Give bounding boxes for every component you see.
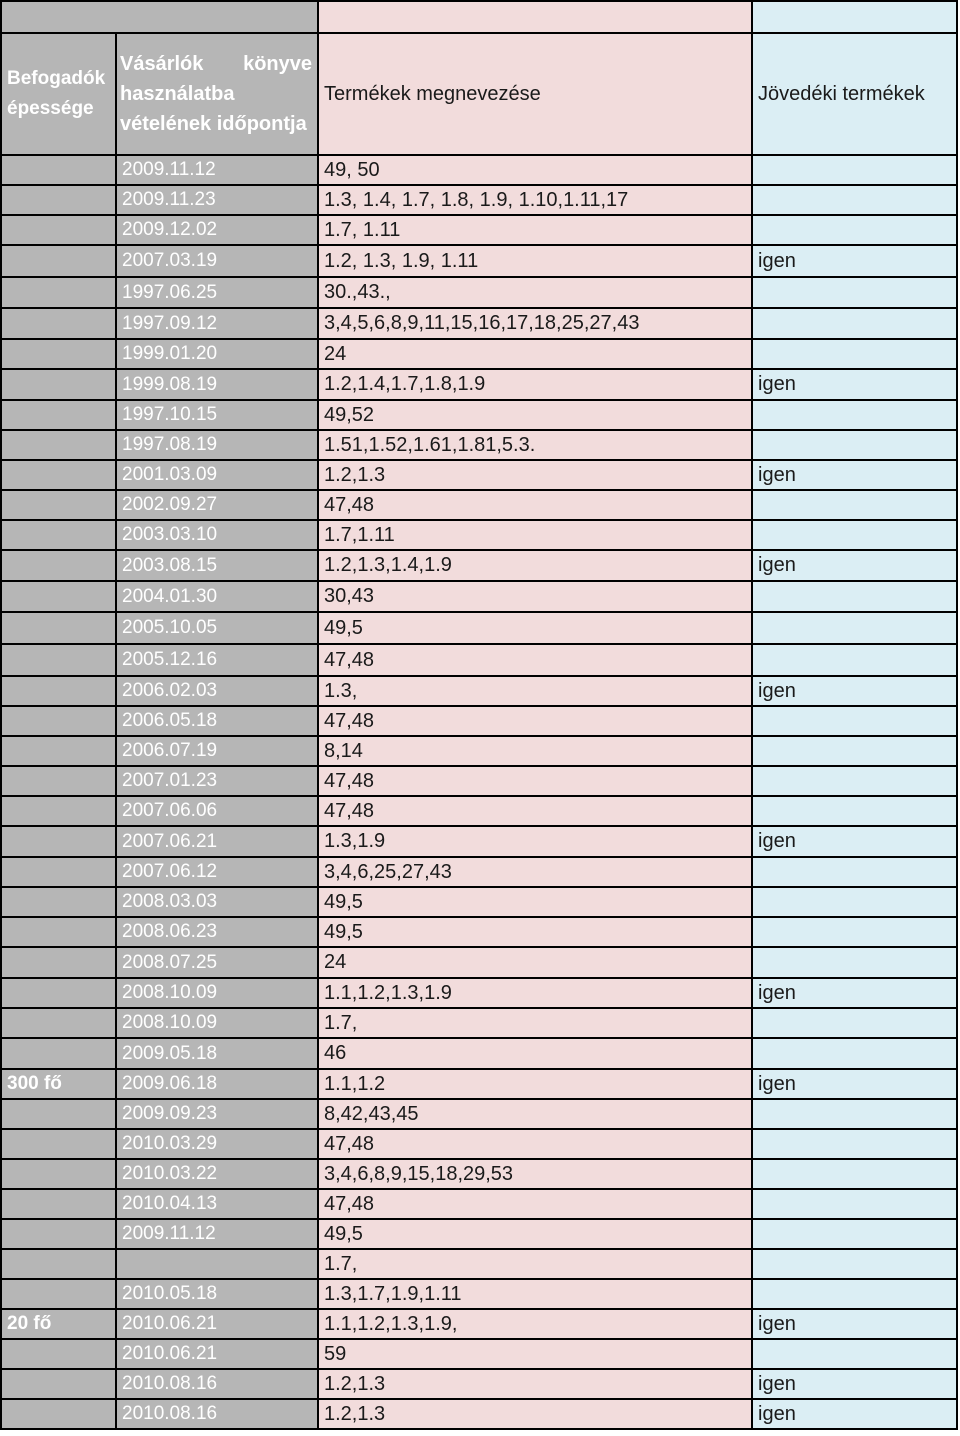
capacity-cell: 300 fő bbox=[1, 1069, 116, 1099]
products-cell: 8,42,43,45 bbox=[318, 1099, 752, 1129]
table-body bbox=[1, 1, 957, 1429]
table-row bbox=[1, 1069, 957, 1099]
date-cell: 2010.05.18 bbox=[116, 1279, 318, 1309]
products-cell: 1.51,1.52,1.61,1.81,5.3. bbox=[318, 430, 752, 460]
table-row bbox=[1, 644, 957, 676]
date-cell: 2007.03.19 bbox=[116, 245, 318, 277]
date-cell bbox=[116, 1249, 318, 1279]
table-row bbox=[1, 1159, 957, 1189]
date-cell: 1999.01.20 bbox=[116, 339, 318, 369]
products-cell: 47,48 bbox=[318, 490, 752, 520]
table-row bbox=[1, 400, 957, 430]
table-row bbox=[1, 766, 957, 796]
products-cell: 1.3,1.7,1.9,1.11 bbox=[318, 1279, 752, 1309]
capacity-cell bbox=[1, 550, 116, 581]
excise-cell bbox=[752, 736, 957, 766]
top-blank-row bbox=[1, 1, 957, 33]
table-row bbox=[1, 430, 957, 460]
products-cell: 49, 50 bbox=[318, 155, 752, 185]
excise-cell bbox=[752, 1099, 957, 1129]
products-cell: 47,48 bbox=[318, 766, 752, 796]
table-row bbox=[1, 1399, 957, 1429]
products-cell: 1.2,1.4,1.7,1.8,1.9 bbox=[318, 369, 752, 400]
date-cell: 1999.08.19 bbox=[116, 369, 318, 400]
capacity-cell bbox=[1, 676, 116, 706]
products-cell: 3,4,6,8,9,15,18,29,53 bbox=[318, 1159, 752, 1189]
table-row bbox=[1, 215, 957, 245]
capacity-cell bbox=[1, 1159, 116, 1189]
excise-cell: igen bbox=[752, 460, 957, 490]
date-cell: 2009.11.23 bbox=[116, 185, 318, 215]
date-cell: 2005.10.05 bbox=[116, 612, 318, 644]
capacity-cell bbox=[1, 1008, 116, 1038]
date-cell: 2006.02.03 bbox=[116, 676, 318, 706]
date-cell: 2010.08.16 bbox=[116, 1369, 318, 1399]
date-cell: 1997.09.12 bbox=[116, 308, 318, 339]
excise-cell bbox=[752, 644, 957, 676]
capacity-cell bbox=[1, 706, 116, 736]
excise-cell: igen bbox=[752, 245, 957, 277]
excise-cell bbox=[752, 857, 957, 887]
capacity-cell bbox=[1, 369, 116, 400]
capacity-cell bbox=[1, 245, 116, 277]
products-cell: 1.2,1.3 bbox=[318, 460, 752, 490]
table-row bbox=[1, 460, 957, 490]
table-row bbox=[1, 1099, 957, 1129]
excise-cell bbox=[752, 339, 957, 369]
products-cell: 1.1,1.2,1.3,1.9 bbox=[318, 978, 752, 1008]
capacity-cell bbox=[1, 947, 116, 978]
table-row bbox=[1, 1279, 957, 1309]
products-cell: 49,5 bbox=[318, 1219, 752, 1249]
blank-cell-excise bbox=[752, 1, 957, 33]
date-cell: 1997.06.25 bbox=[116, 277, 318, 308]
capacity-cell bbox=[1, 339, 116, 369]
capacity-cell bbox=[1, 917, 116, 947]
capacity-cell: 20 fő bbox=[1, 1309, 116, 1339]
date-cell: 2009.09.23 bbox=[116, 1099, 318, 1129]
table-row bbox=[1, 887, 957, 917]
products-cell: 1.7, 1.11 bbox=[318, 215, 752, 245]
date-cell: 1997.10.15 bbox=[116, 400, 318, 430]
capacity-cell bbox=[1, 400, 116, 430]
table-row bbox=[1, 978, 957, 1008]
products-cell: 47,48 bbox=[318, 1189, 752, 1219]
header-capacity: Befogadók épessége bbox=[1, 33, 116, 155]
date-cell: 2007.06.21 bbox=[116, 826, 318, 857]
table-row bbox=[1, 520, 957, 550]
excise-cell bbox=[752, 947, 957, 978]
products-cell: 1.1,1.2 bbox=[318, 1069, 752, 1099]
table-row bbox=[1, 1369, 957, 1399]
excise-cell bbox=[752, 706, 957, 736]
table-row bbox=[1, 857, 957, 887]
excise-cell bbox=[752, 1129, 957, 1159]
table-row bbox=[1, 185, 957, 215]
table-row bbox=[1, 1219, 957, 1249]
date-cell: 2009.05.18 bbox=[116, 1038, 318, 1069]
capacity-cell bbox=[1, 430, 116, 460]
table-row bbox=[1, 369, 957, 400]
capacity-cell bbox=[1, 1339, 116, 1369]
capacity-cell bbox=[1, 857, 116, 887]
capacity-cell bbox=[1, 826, 116, 857]
excise-cell bbox=[752, 1189, 957, 1219]
table-row bbox=[1, 1008, 957, 1038]
capacity-cell bbox=[1, 1189, 116, 1219]
table-row bbox=[1, 1038, 957, 1069]
capacity-cell bbox=[1, 308, 116, 339]
products-cell: 30,43 bbox=[318, 581, 752, 612]
table-row bbox=[1, 308, 957, 339]
capacity-cell bbox=[1, 766, 116, 796]
excise-cell bbox=[752, 1279, 957, 1309]
excise-cell: igen bbox=[752, 978, 957, 1008]
products-cell: 49,5 bbox=[318, 917, 752, 947]
header-book-date: Vásárlók könyve használatba vételének időpontja bbox=[116, 33, 318, 155]
products-cell: 47,48 bbox=[318, 706, 752, 736]
date-cell: 2005.12.16 bbox=[116, 644, 318, 676]
excise-cell bbox=[752, 185, 957, 215]
excise-cell bbox=[752, 490, 957, 520]
capacity-cell bbox=[1, 1038, 116, 1069]
products-cell: 47,48 bbox=[318, 644, 752, 676]
capacity-cell bbox=[1, 1399, 116, 1429]
excise-cell bbox=[752, 1339, 957, 1369]
excise-cell bbox=[752, 1219, 957, 1249]
products-cell: 1.2, 1.3, 1.9, 1.11 bbox=[318, 245, 752, 277]
blank-cell-left bbox=[1, 1, 318, 33]
capacity-cell bbox=[1, 185, 116, 215]
excise-cell bbox=[752, 308, 957, 339]
table-row bbox=[1, 245, 957, 277]
date-cell: 2002.09.27 bbox=[116, 490, 318, 520]
date-cell: 2010.06.21 bbox=[116, 1309, 318, 1339]
capacity-cell bbox=[1, 736, 116, 766]
date-cell: 2010.06.21 bbox=[116, 1339, 318, 1369]
date-cell: 2008.10.09 bbox=[116, 978, 318, 1008]
excise-cell bbox=[752, 917, 957, 947]
date-cell: 2001.03.09 bbox=[116, 460, 318, 490]
table-row bbox=[1, 155, 957, 185]
header-excise: Jövedéki termékek bbox=[752, 33, 957, 155]
products-cell: 1.7, bbox=[318, 1008, 752, 1038]
excise-cell bbox=[752, 581, 957, 612]
products-cell: 1.1,1.2,1.3,1.9, bbox=[318, 1309, 752, 1339]
date-cell: 2003.08.15 bbox=[116, 550, 318, 581]
products-cell: 30.,43., bbox=[318, 277, 752, 308]
excise-cell: igen bbox=[752, 369, 957, 400]
excise-cell bbox=[752, 215, 957, 245]
blank-cell-products bbox=[318, 1, 752, 33]
date-cell: 2010.03.29 bbox=[116, 1129, 318, 1159]
table-row bbox=[1, 736, 957, 766]
table-row bbox=[1, 826, 957, 857]
products-cell: 1.3, 1.4, 1.7, 1.8, 1.9, 1.10,1.11,17 bbox=[318, 185, 752, 215]
products-cell: 1.7,1.11 bbox=[318, 520, 752, 550]
date-cell: 2010.03.22 bbox=[116, 1159, 318, 1189]
excise-cell bbox=[752, 1159, 957, 1189]
capacity-cell bbox=[1, 1129, 116, 1159]
excise-cell bbox=[752, 520, 957, 550]
products-cell: 47,48 bbox=[318, 796, 752, 826]
table-row bbox=[1, 1309, 957, 1339]
excise-cell: igen bbox=[752, 826, 957, 857]
excise-cell bbox=[752, 1038, 957, 1069]
date-cell: 2006.05.18 bbox=[116, 706, 318, 736]
excise-cell bbox=[752, 612, 957, 644]
table-row bbox=[1, 1339, 957, 1369]
excise-cell: igen bbox=[752, 1369, 957, 1399]
table-row bbox=[1, 917, 957, 947]
excise-cell bbox=[752, 430, 957, 460]
products-cell: 47,48 bbox=[318, 1129, 752, 1159]
excise-cell bbox=[752, 887, 957, 917]
date-cell: 2009.11.12 bbox=[116, 155, 318, 185]
capacity-cell bbox=[1, 520, 116, 550]
products-cell: 49,5 bbox=[318, 612, 752, 644]
excise-cell bbox=[752, 1249, 957, 1279]
date-cell: 2008.07.25 bbox=[116, 947, 318, 978]
capacity-cell bbox=[1, 1279, 116, 1309]
table-row bbox=[1, 612, 957, 644]
products-cell: 49,5 bbox=[318, 887, 752, 917]
excise-cell bbox=[752, 766, 957, 796]
table-row bbox=[1, 490, 957, 520]
table-row bbox=[1, 277, 957, 308]
capacity-cell bbox=[1, 277, 116, 308]
date-cell: 1997.08.19 bbox=[116, 430, 318, 460]
capacity-cell bbox=[1, 1219, 116, 1249]
products-cell: 3,4,5,6,8,9,11,15,16,17,18,25,27,43 bbox=[318, 308, 752, 339]
excise-cell bbox=[752, 277, 957, 308]
table-row bbox=[1, 581, 957, 612]
excise-cell: igen bbox=[752, 550, 957, 581]
date-cell: 2008.06.23 bbox=[116, 917, 318, 947]
products-cell: 1.3,1.9 bbox=[318, 826, 752, 857]
date-cell: 2006.07.19 bbox=[116, 736, 318, 766]
excise-cell: igen bbox=[752, 676, 957, 706]
header-row bbox=[1, 33, 957, 155]
capacity-cell bbox=[1, 644, 116, 676]
products-cell: 46 bbox=[318, 1038, 752, 1069]
table-row bbox=[1, 706, 957, 736]
excise-cell bbox=[752, 1008, 957, 1038]
table-row bbox=[1, 796, 957, 826]
products-cell: 3,4,6,25,27,43 bbox=[318, 857, 752, 887]
products-cell: 1.3, bbox=[318, 676, 752, 706]
excise-cell bbox=[752, 155, 957, 185]
table-row bbox=[1, 947, 957, 978]
table-row bbox=[1, 1249, 957, 1279]
capacity-cell bbox=[1, 460, 116, 490]
products-cell: 1.2,1.3 bbox=[318, 1369, 752, 1399]
capacity-cell bbox=[1, 215, 116, 245]
date-cell: 2008.03.03 bbox=[116, 887, 318, 917]
table-row bbox=[1, 1189, 957, 1219]
products-cell: 49,52 bbox=[318, 400, 752, 430]
excise-cell bbox=[752, 400, 957, 430]
capacity-cell bbox=[1, 887, 116, 917]
capacity-cell bbox=[1, 581, 116, 612]
products-cell: 1.2,1.3,1.4,1.9 bbox=[318, 550, 752, 581]
capacity-cell bbox=[1, 1249, 116, 1279]
date-cell: 2007.06.06 bbox=[116, 796, 318, 826]
excise-cell bbox=[752, 796, 957, 826]
products-cell: 24 bbox=[318, 339, 752, 369]
table-row bbox=[1, 339, 957, 369]
products-cell: 8,14 bbox=[318, 736, 752, 766]
excise-cell: igen bbox=[752, 1309, 957, 1339]
products-cell: 1.7, bbox=[318, 1249, 752, 1279]
table-row bbox=[1, 550, 957, 581]
date-cell: 2004.01.30 bbox=[116, 581, 318, 612]
products-cell: 1.2,1.3 bbox=[318, 1399, 752, 1429]
header-products: Termékek megnevezése bbox=[318, 33, 752, 155]
capacity-cell bbox=[1, 612, 116, 644]
date-cell: 2007.06.12 bbox=[116, 857, 318, 887]
date-cell: 2009.06.18 bbox=[116, 1069, 318, 1099]
table-row bbox=[1, 676, 957, 706]
date-cell: 2009.11.12 bbox=[116, 1219, 318, 1249]
table-row bbox=[1, 1129, 957, 1159]
excise-cell: igen bbox=[752, 1069, 957, 1099]
date-cell: 2010.08.16 bbox=[116, 1399, 318, 1429]
capacity-cell bbox=[1, 1099, 116, 1129]
date-cell: 2003.03.10 bbox=[116, 520, 318, 550]
products-cell: 24 bbox=[318, 947, 752, 978]
date-cell: 2009.12.02 bbox=[116, 215, 318, 245]
capacity-cell bbox=[1, 490, 116, 520]
date-cell: 2010.04.13 bbox=[116, 1189, 318, 1219]
date-cell: 2007.01.23 bbox=[116, 766, 318, 796]
capacity-cell bbox=[1, 796, 116, 826]
date-cell: 2008.10.09 bbox=[116, 1008, 318, 1038]
capacity-cell bbox=[1, 1369, 116, 1399]
capacity-cell bbox=[1, 978, 116, 1008]
products-cell: 59 bbox=[318, 1339, 752, 1369]
excise-cell: igen bbox=[752, 1399, 957, 1429]
capacity-cell bbox=[1, 155, 116, 185]
